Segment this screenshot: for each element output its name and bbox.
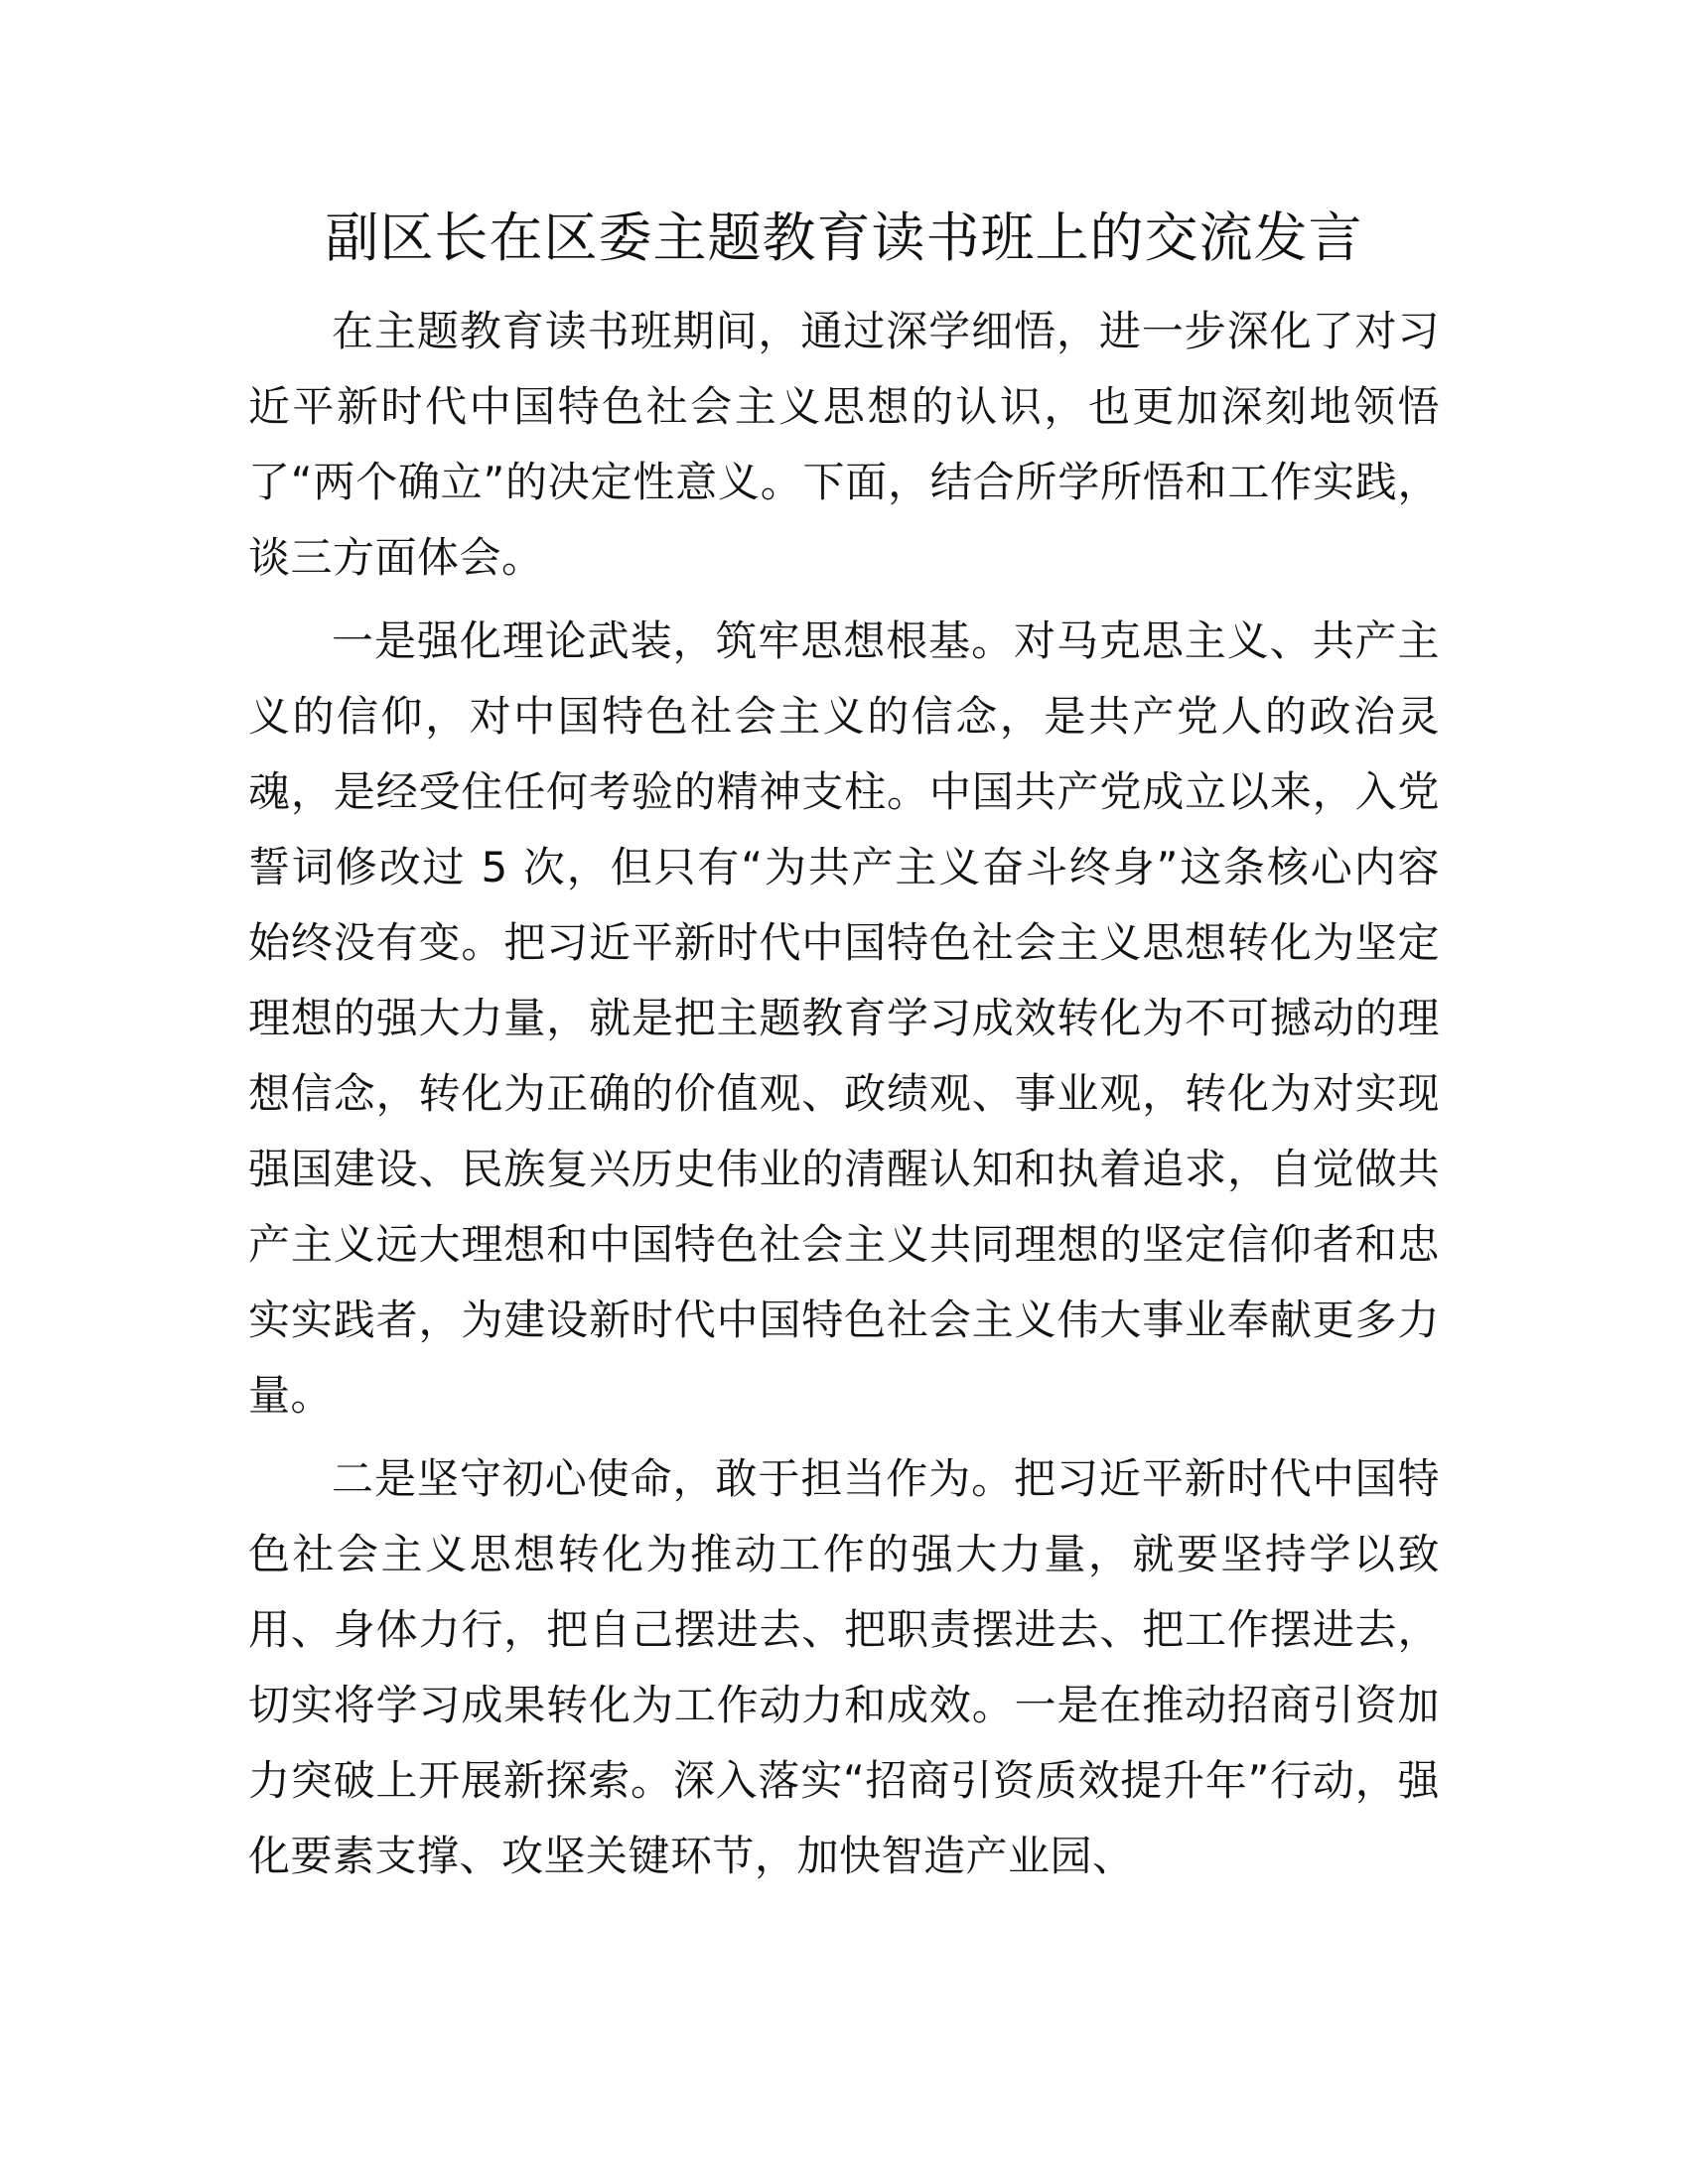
paragraph-point-two: 二是坚守初心使命，敢于担当作为。把习近平新时代中国特色社会主义思想转化为推动工作的强大力量，就要坚持学以致用、身体力行，把自己摆进去、把职责摆进去、把工作摆进去，切实将学习成果转化为工作动力和成效。一是在推动招商引资加力突破上开展新探索。深入落实“招商引资质效提升年”行动，强化要素支撑、攻坚关键环节，加快智造产业园、 <box>248 1454 1440 1880</box>
document-title: 副区长在区委主题教育读书班上的交流发言 <box>325 206 1363 269</box>
document-body <box>248 294 1440 1902</box>
paragraph-point-one: 一是强化理论武装，筑牢思想根基。对马克思主义、共产主义的信仰，对中国特色社会主义的信念，是共产党人的政治灵魂，是经受住任何考验的精神支柱。中国共产党成立以来，入党誓词修改过 5 次，但只有“为共产主义奋斗终身”这条核心内容始终没有变。把习近平新时代中国特色社会主义思想转化为坚定理想的强大力量，就是把主题教育学习成效转化为不可撼动的理想信念，转化为正确的价值观、政绩观、事业观，转化为对实现强国建设、民族复兴历史伟业的清醒认知和执着追求，自觉做共产主义远大理想和中国特色社会主义共同理想的坚定信仰者和忠实实践者，为建设新时代中国特色社会主义伟大事业奉献更多力量。 <box>248 616 1440 1420</box>
paragraph-intro: 在主题教育读书班期间，通过深学细悟，进一步深化了对习近平新时代中国特色社会主义思想的认识，也更加深刻地领悟了“两个确立”的决定性意义。下面，结合所学所悟和工作实践，谈三方面体会。 <box>248 307 1440 582</box>
